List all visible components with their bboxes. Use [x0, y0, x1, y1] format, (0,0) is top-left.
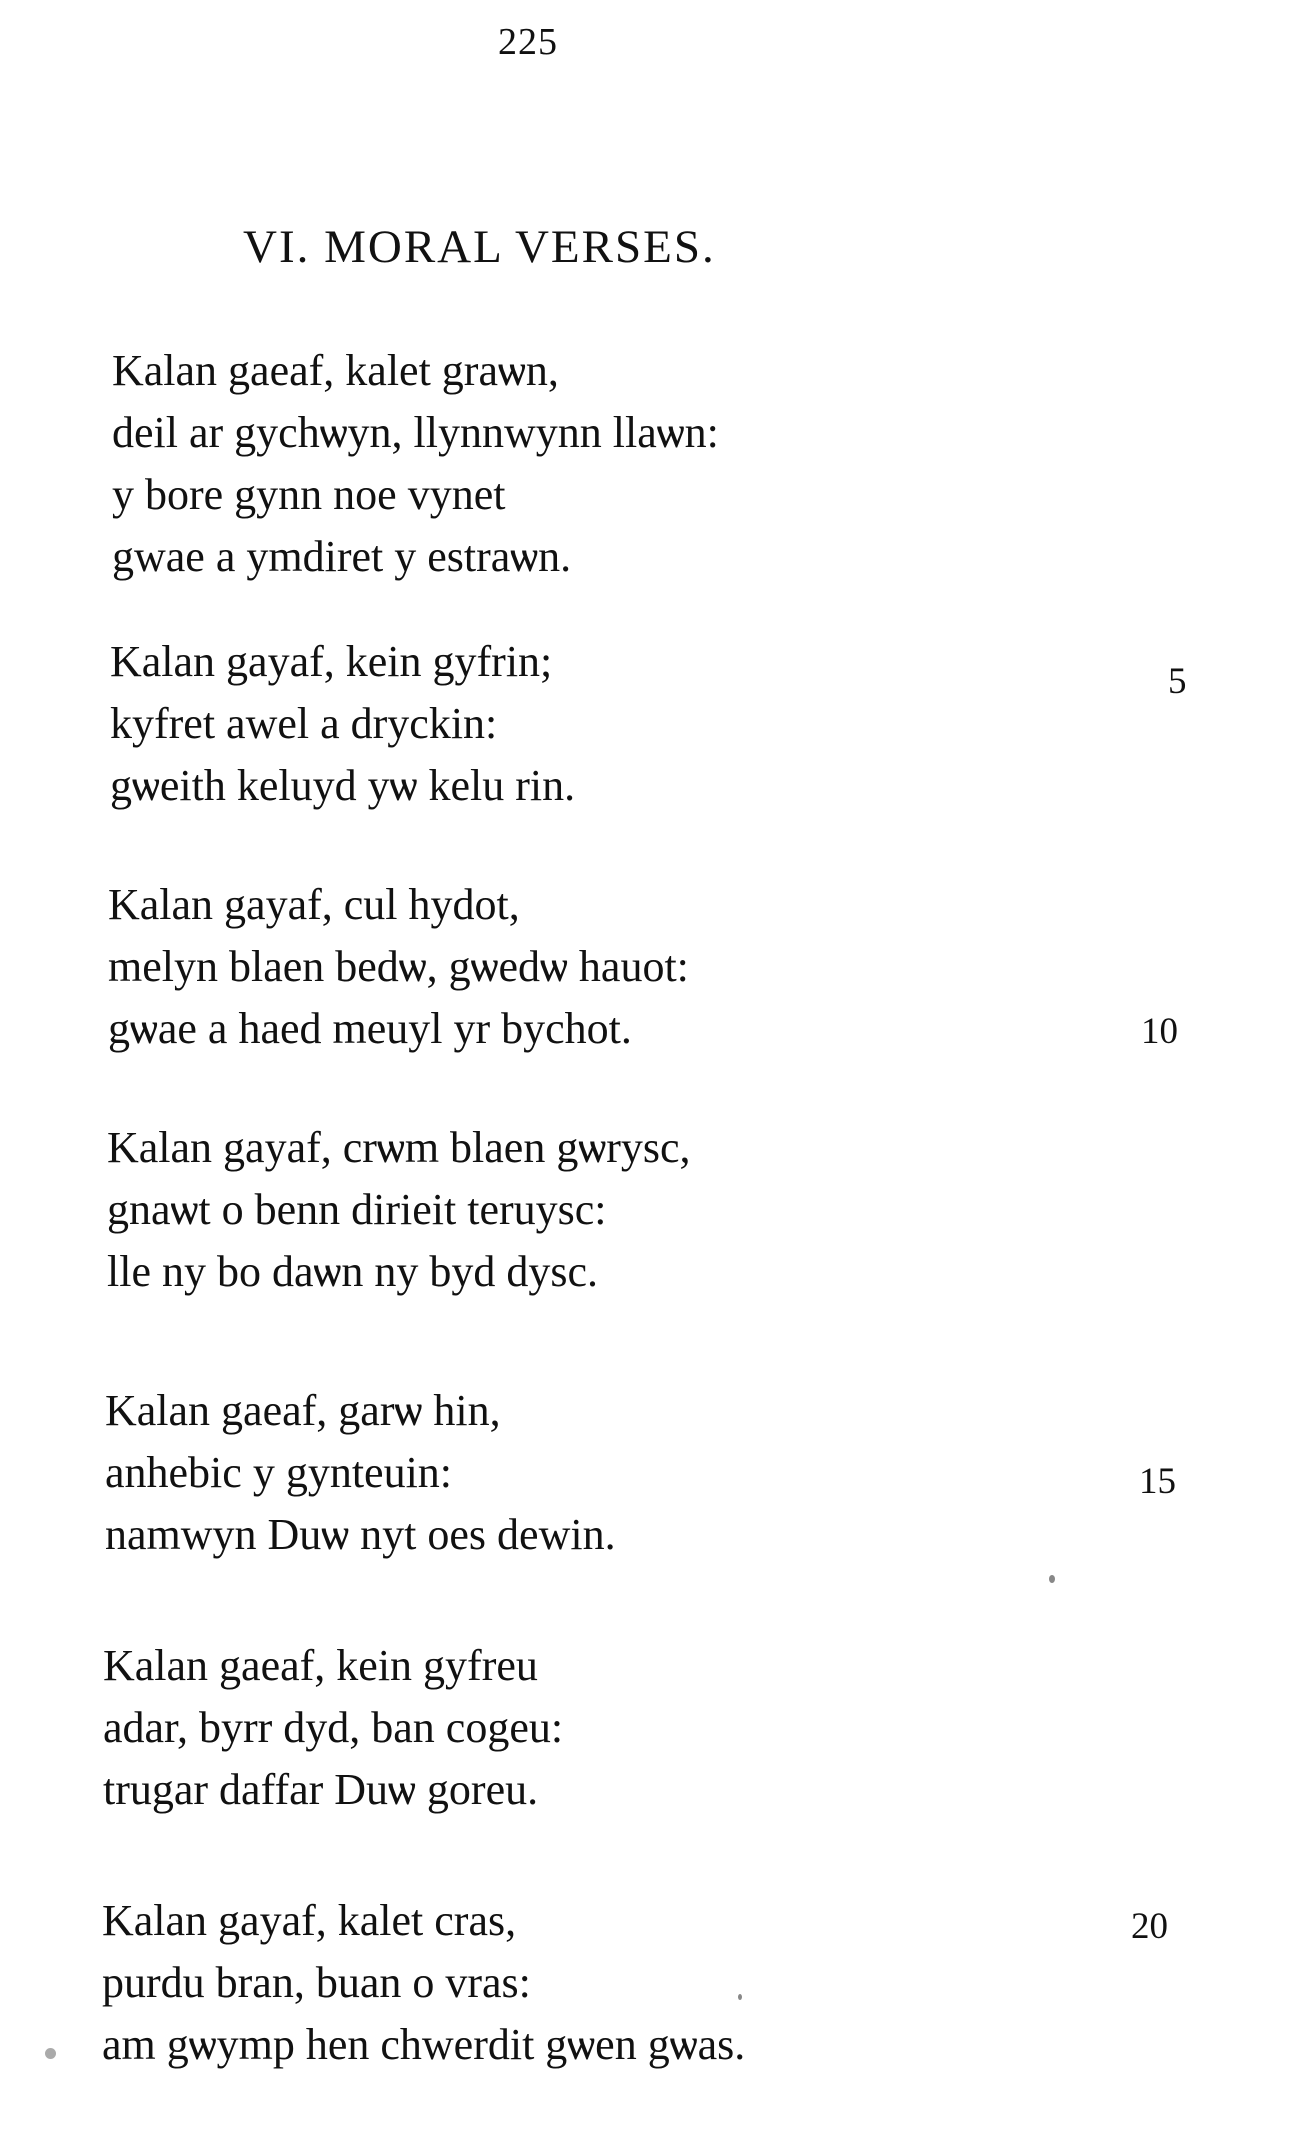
verse-line: gwae a ymdiret y estraѡn. [112, 532, 572, 581]
verse-line: melyn blaen bedѡ, gѡedѡ hauot: [108, 942, 689, 991]
verse-line: Kalan gayaf, crѡm blaen gѡrysc, [107, 1123, 691, 1172]
verse-line: Kalan gaeaf, garѡ hin, [105, 1386, 501, 1435]
poem-stanza [103, 1635, 563, 1821]
verse-line: kyfret awel a dryckin: [110, 699, 498, 748]
verse-line: y bore gynn noe vynet [112, 470, 506, 519]
verse-line: anhebic y gynteuin: [105, 1448, 453, 1497]
verse-line: namwyn Duѡ nyt oes dewin. [105, 1510, 616, 1559]
verse-line: Kalan gayaf, kalet cras, [102, 1896, 517, 1945]
verse-line: Kalan gayaf, cul hydot, [108, 880, 520, 929]
poem-stanza [102, 1890, 745, 2076]
verse-line: lle ny bo daѡn ny byd dysc. [107, 1247, 599, 1296]
ink-speck [738, 1994, 742, 2000]
verse-line: purdu bran, buan o vras: [102, 1958, 531, 2007]
verse-line: adar, byrr dyd, ban cogeu: [103, 1703, 564, 1752]
line-number: 15 [1139, 1461, 1176, 1502]
poem-stanza [105, 1380, 616, 1566]
page-number: 225 [498, 21, 558, 63]
verse-line: gnaѡt o benn dirieit teruysc: [107, 1185, 607, 1234]
verse-line: trugar daffar Duѡ goreu. [103, 1765, 539, 1814]
verse-line: Kalan gaeaf, kalet graѡn, [112, 346, 559, 395]
ink-speck [1049, 1575, 1055, 1583]
ink-speck [45, 2048, 56, 2059]
verse-line: gѡae a haed meuyl yr bychot. [108, 1004, 632, 1053]
poem-stanza [108, 874, 689, 1060]
verse-line: deil ar gychѡyn, llynnwynn llaѡn: [112, 408, 719, 457]
verse-line: Kalan gayaf, kein gyfrin; [110, 637, 553, 686]
poem-stanza [110, 631, 575, 817]
line-number: 10 [1141, 1011, 1178, 1052]
section-heading: VI. MORAL VERSES. [243, 221, 716, 273]
verse-line: gѡeith keluyd yѡ kelu rin. [110, 761, 576, 810]
line-number: 5 [1168, 661, 1187, 702]
line-number: 20 [1131, 1906, 1168, 1947]
poem-stanza [107, 1117, 691, 1303]
poem-stanza [112, 340, 719, 588]
verse-line: am gѡymp hen chwerdit gѡen gѡas. [102, 2020, 746, 2069]
verse-line: Kalan gaeaf, kein gyfreu [103, 1641, 538, 1690]
